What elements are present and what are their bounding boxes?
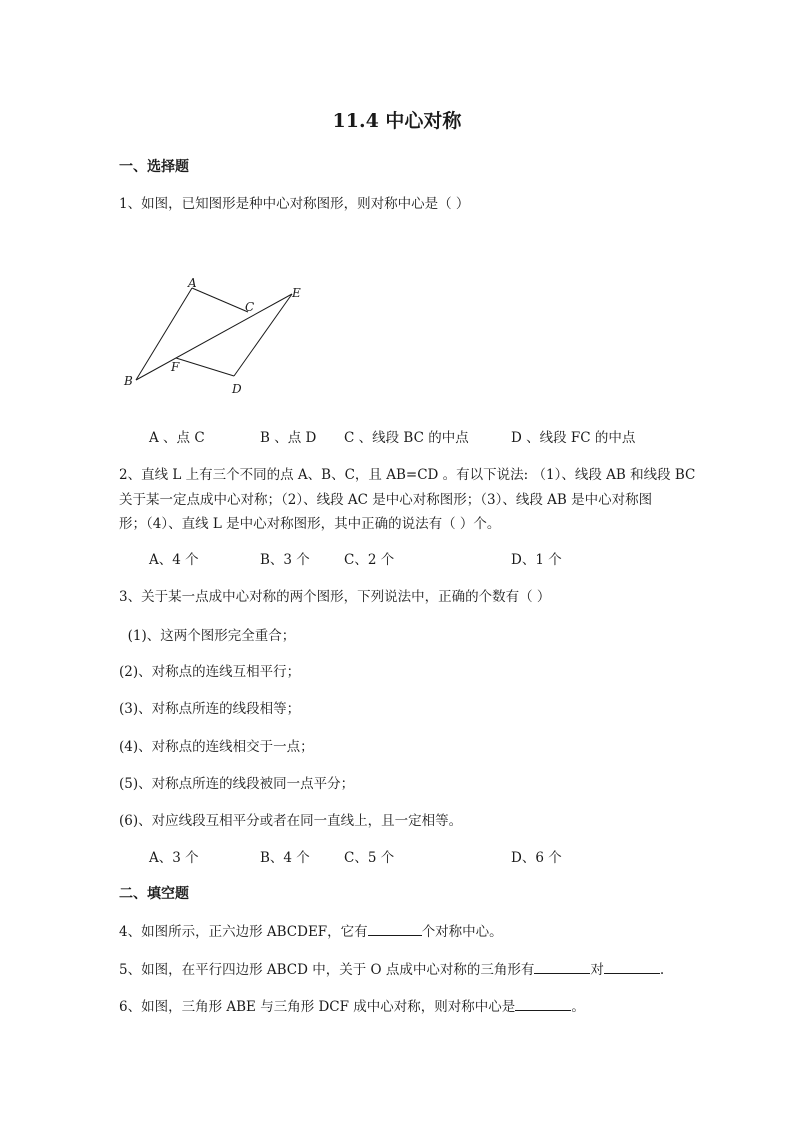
- question-2-line-1: 2、直线 L 上有三个不同的点 A、B、C，且 AB=CD 。有以下说法: （1）、线段 AB 和线段 BC: [119, 467, 696, 483]
- q6-answer-blank[interactable]: [515, 997, 571, 1011]
- question-2-line-2: 关于某一定点成中心对称；（2）、线段 AC 是中心对称图形；（3）、线段 AB 是中心对称图: [119, 492, 653, 508]
- q6-text-before: 6、如图，三角形 ABE 与三角形 DCF 成中心对称，则对称中心是: [119, 999, 516, 1015]
- q5-text-mid: 对: [590, 962, 604, 978]
- figure-label-e: E: [292, 286, 301, 300]
- question-5: [119, 958, 664, 978]
- q1-option-b: B 、点 D: [260, 430, 317, 446]
- section-heading-fill: 二、填空题: [119, 886, 189, 902]
- question-6: [119, 995, 585, 1015]
- q4-text-after: 个对称中心。: [421, 924, 503, 940]
- q2-option-a: A、4 个: [149, 552, 199, 568]
- q3-item-5: (5)、对称点所连的线段被同一点平分；: [119, 776, 355, 792]
- q3-item-6: (6)、对应线段互相平分或者在同一直线上，且一定相等。: [119, 813, 463, 829]
- q3-option-a: A、3 个: [149, 850, 199, 866]
- q1-option-a: A 、点 C: [149, 430, 205, 446]
- q5-answer-blank-1[interactable]: [534, 960, 590, 974]
- q3-item-3: (3)、对称点所连的线段相等；: [119, 701, 301, 717]
- figure-label-c: C: [245, 300, 255, 314]
- q2-option-d: D、1 个: [511, 552, 562, 568]
- q5-text-before: 5、如图，在平行四边形 ABCD 中，关于 O 点成中心对称的三角形有: [119, 962, 535, 978]
- q3-option-d: D、6 个: [511, 850, 562, 866]
- section-heading-choice: 一、选择题: [119, 159, 189, 175]
- page-title: 11.4 中心对称: [332, 110, 462, 132]
- q6-text-after: 。: [571, 999, 585, 1015]
- edge-be: [136, 294, 292, 380]
- q4-text-before: 4、如图所示，正六边形 ABCDEF，它有: [119, 924, 368, 940]
- q4-answer-blank[interactable]: [368, 922, 422, 936]
- q5-text-after: .: [659, 962, 665, 978]
- q3-item-1: (1)、这两个图形完全重合；: [119, 628, 296, 644]
- edge-ed: [234, 294, 292, 376]
- q5-answer-blank-2[interactable]: [604, 960, 660, 974]
- question-2-line-3: 形；（4）、直线 L 是中心对称图形，其中正确的说法有（ ）个。: [119, 516, 501, 532]
- q2-option-c: C、2 个: [344, 552, 395, 568]
- question-4: [119, 920, 503, 940]
- q2-option-b: B、3 个: [260, 552, 310, 568]
- q3-option-b: B、4 个: [260, 850, 310, 866]
- q3-option-c: C、5 个: [344, 850, 395, 866]
- figure-label-f: F: [171, 360, 180, 374]
- edge-df: [176, 358, 234, 376]
- question-3-stem: 3、关于某一点成中心对称的两个图形，下列说法中，正确的个数有（ ）: [119, 589, 551, 605]
- question-1-figure: [118, 270, 318, 400]
- edge-ab: [136, 288, 192, 380]
- edge-ac: [192, 288, 248, 312]
- question-1-stem: 1、如图，已知图形是种中心对称图形，则对称中心是（ ）: [119, 196, 470, 212]
- q1-option-d: D 、线段 FC 的中点: [511, 430, 636, 446]
- q1-option-c: C 、线段 BC 的中点: [344, 430, 469, 446]
- figure-label-d: D: [232, 382, 242, 396]
- figure-label-b: B: [124, 374, 133, 388]
- q3-item-2: (2)、对称点的连线互相平行；: [119, 664, 301, 680]
- q3-item-4: (4)、对称点的连线相交于一点；: [119, 739, 314, 755]
- figure-label-a: A: [188, 276, 197, 290]
